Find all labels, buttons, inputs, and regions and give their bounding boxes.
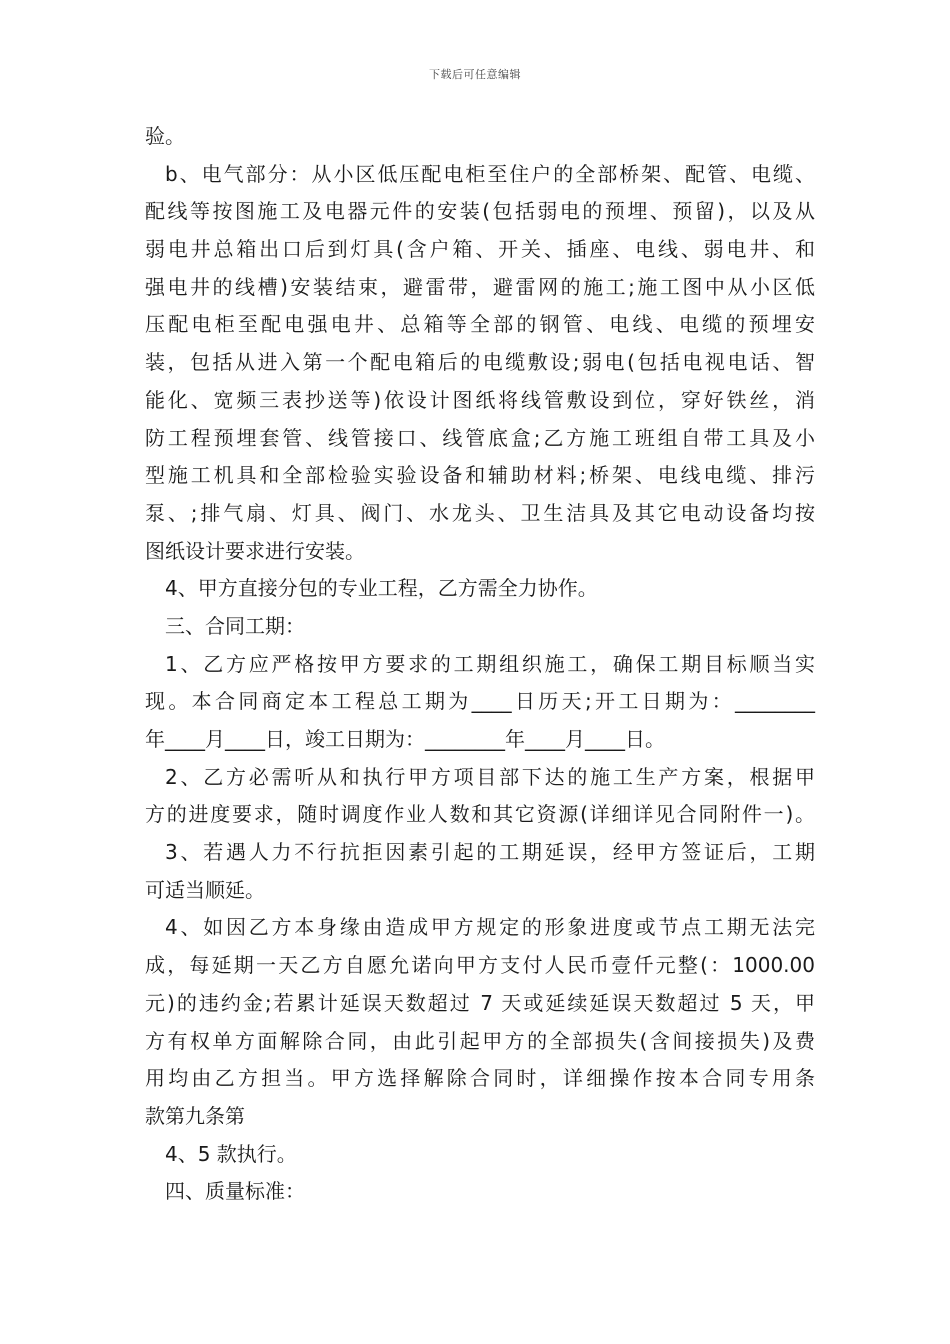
text-line: 弱电井总箱出口后到灯具(含户箱、开关、插座、电线、弱电井、和	[145, 237, 815, 262]
text-line: 3、若遇人力不行抗拒因素引起的工期延误，经甲方签证后，工期	[165, 840, 815, 865]
text-line: 四、质量标准：	[165, 1179, 305, 1204]
text-line: 4、如因乙方本身缘由造成甲方规定的形象进度或节点工期无法完	[165, 915, 815, 940]
text-line: 4、5 款执行。	[165, 1141, 297, 1166]
text-line: 方的进度要求，随时调度作业人数和其它资源(详细详见合同附件一)。	[145, 802, 815, 827]
text-line: 元)的违约金;若累计延误天数超过 7 天或延续延误天数超过 5 天，甲	[145, 990, 815, 1015]
text-line: 年____月____日，竣工日期为：________年____月____日。	[145, 727, 665, 751]
text-line: 压配电柜至配电强电井、总箱等全部的钢管、电线、电缆的预埋安	[145, 312, 815, 337]
text-line: 4、甲方直接分包的专业工程，乙方需全力协作。	[165, 576, 598, 601]
text-line: 图纸设计要求进行安装。	[145, 538, 365, 563]
text-line: 装，包括从进入第一个配电箱后的电缆敷设;弱电(包括电视电话、智	[145, 350, 815, 375]
text-line: 防工程预埋套管、线管接口、线管底盒;乙方施工班组自带工具及小	[145, 425, 815, 450]
text-line: 成，每延期一天乙方自愿允诺向甲方支付人民币壹仟元整(：1000.00	[145, 953, 815, 978]
text-line: 能化、宽频三表抄送等)依设计图纸将线管敷设到位，穿好铁丝，消	[145, 387, 815, 412]
text-line: 用均由乙方担当。甲方选择解除合同时，详细操作按本合同专用条	[145, 1066, 815, 1091]
text-line: 可适当顺延。	[145, 877, 265, 902]
text-line: 强电井的线槽)安装结束，避雷带，避雷网的施工;施工图中从小区低	[145, 274, 815, 299]
text-line: 2、乙方必需听从和执行甲方项目部下达的施工生产方案，根据甲	[165, 764, 815, 789]
text-line: 1、乙方应严格按甲方要求的工期组织施工，确保工期目标顺当实	[165, 651, 815, 676]
text-line: 型施工机具和全部检验实验设备和辅助材料;桥架、电线电缆、排污	[145, 463, 815, 488]
text-line: 泵、;排气扇、灯具、阀门、水龙头、卫生洁具及其它电动设备均按	[145, 500, 815, 525]
text-line: 验。	[145, 124, 185, 148]
text-line: 配线等按图施工及电器元件的安装(包括弱电的预埋、预留)，以及从	[145, 199, 815, 224]
contract-body-text	[145, 118, 815, 1211]
text-line: 三、合同工期：	[165, 613, 305, 638]
text-line: b、电气部分：从小区低压配电柜至住户的全部桥架、配管、电缆、	[165, 161, 815, 186]
text-line: 款第九条第	[145, 1103, 245, 1128]
text-line: 方有权单方面解除合同，由此引起甲方的全部损失(含间接损失)及费	[145, 1028, 815, 1053]
text-line: 现。本合同商定本工程总工期为____日历天;开工日期为：________	[145, 689, 815, 714]
page-header-note: 下载后可任意编辑	[429, 68, 521, 81]
